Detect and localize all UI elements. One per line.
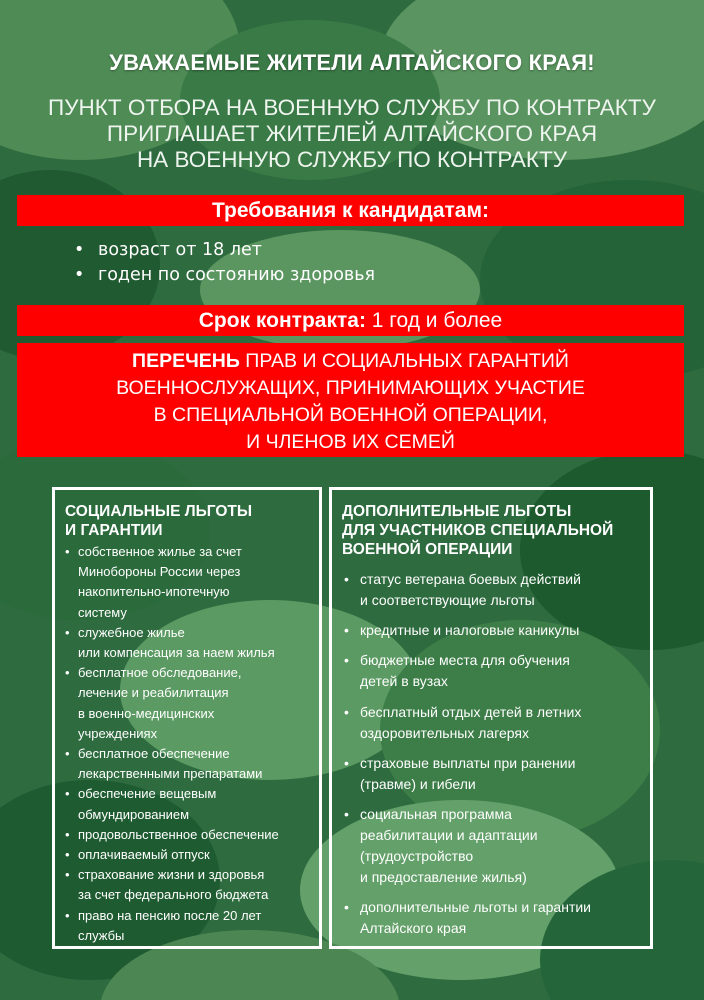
list-item: • обеспечение вещевым обмундированием [65, 784, 319, 824]
requirements-list [74, 238, 375, 288]
list-item: • служебное жилье или компенсация за наем жилья [65, 623, 319, 663]
list-item: • страховые выплаты при ранении (травме) и гибели [344, 753, 650, 795]
list-item: • бесплатное обеспечение лекарственными препаратами [65, 744, 319, 784]
rights-list-banner [17, 343, 684, 457]
additional-benefits-title: ДОПОЛНИТЕЛЬНЫЕ ЛЬГОТЫ ДЛЯ УЧАСТНИКОВ СПЕЦИАЛЬНОЙ ВОЕННОЙ ОПЕРАЦИИ [342, 503, 614, 558]
main-heading: УВАЖАЕМЫЕ ЖИТЕЛИ АЛТАЙСКОГО КРАЯ! [109, 50, 595, 75]
list-item: • страхование жизни и здоровья за счет федерального бюджета [65, 865, 319, 905]
list-item: • бесплатное обследование, лечение и реабилитация в военно-медицинских учреждениях [65, 663, 319, 744]
requirement-item: • возраст от 18 лет [74, 238, 375, 263]
social-benefits-list [65, 542, 319, 946]
list-item: • оплачиваемый отпуск [65, 845, 319, 865]
list-item: • статус ветерана боевых действий и соответствующие льготы [344, 569, 650, 611]
subheading-line: ПРИГЛАШАЕТ ЖИТЕЛЕЙ АЛТАЙСКОГО КРАЯ [106, 121, 598, 146]
subheading [0, 95, 704, 173]
subheading-line: ПУНКТ ОТБОРА НА ВОЕННУЮ СЛУЖБУ ПО КОНТРАКТУ [48, 95, 656, 120]
list-item: • продовольственное обеспечение [65, 825, 319, 845]
rights-banner-line [17, 348, 684, 375]
list-item: • бюджетные места для обучения детей в вузах [344, 650, 650, 692]
list-item: • кредитные и налоговые каникулы [344, 620, 650, 641]
rights-banner-lead: ПЕРЕЧЕНЬ [132, 350, 240, 372]
contract-term-label: Срок контракта: [198, 309, 366, 332]
list-item: • социальная программа реабилитации и адаптации (трудоустройство и предоставление жилья) [344, 804, 650, 888]
rights-banner-line: В СПЕЦИАЛЬНОЙ ВОЕННОЙ ОПЕРАЦИИ, [153, 404, 548, 426]
list-item: • дополнительные льготы и гарантии Алтайского края [344, 897, 650, 939]
rights-banner-text: ПРАВ И СОЦИАЛЬНЫХ ГАРАНТИЙ [239, 350, 569, 372]
subheading-line: НА ВОЕННУЮ СЛУЖБУ ПО КОНТРАКТУ [136, 147, 568, 172]
rights-banner-line: И ЧЛЕНОВ ИХ СЕМЕЙ [246, 431, 455, 453]
contract-term-bar [17, 305, 684, 336]
additional-benefits-list [344, 569, 650, 939]
list-item: • право на пенсию после 20 лет службы [65, 906, 319, 946]
list-item: • собственное жилье за счет Минобороны России через накопительно-ипотечную систему [65, 542, 319, 623]
social-benefits-title: СОЦИАЛЬНЫЕ ЛЬГОТЫ И ГАРАНТИИ [65, 503, 253, 539]
requirements-title: Требования к кандидатам: [17, 195, 684, 226]
rights-banner-line: ВОЕННОСЛУЖАЩИХ, ПРИНИМАЮЩИХ УЧАСТИЕ [116, 377, 585, 399]
list-item: • бесплатный отдых детей в летних оздоровительных лагерях [344, 702, 650, 744]
additional-benefits-box [329, 487, 653, 949]
social-benefits-box [52, 487, 322, 949]
contract-term-value: 1 год и более [365, 309, 503, 332]
requirement-item: • годен по состоянию здоровья [74, 263, 375, 288]
